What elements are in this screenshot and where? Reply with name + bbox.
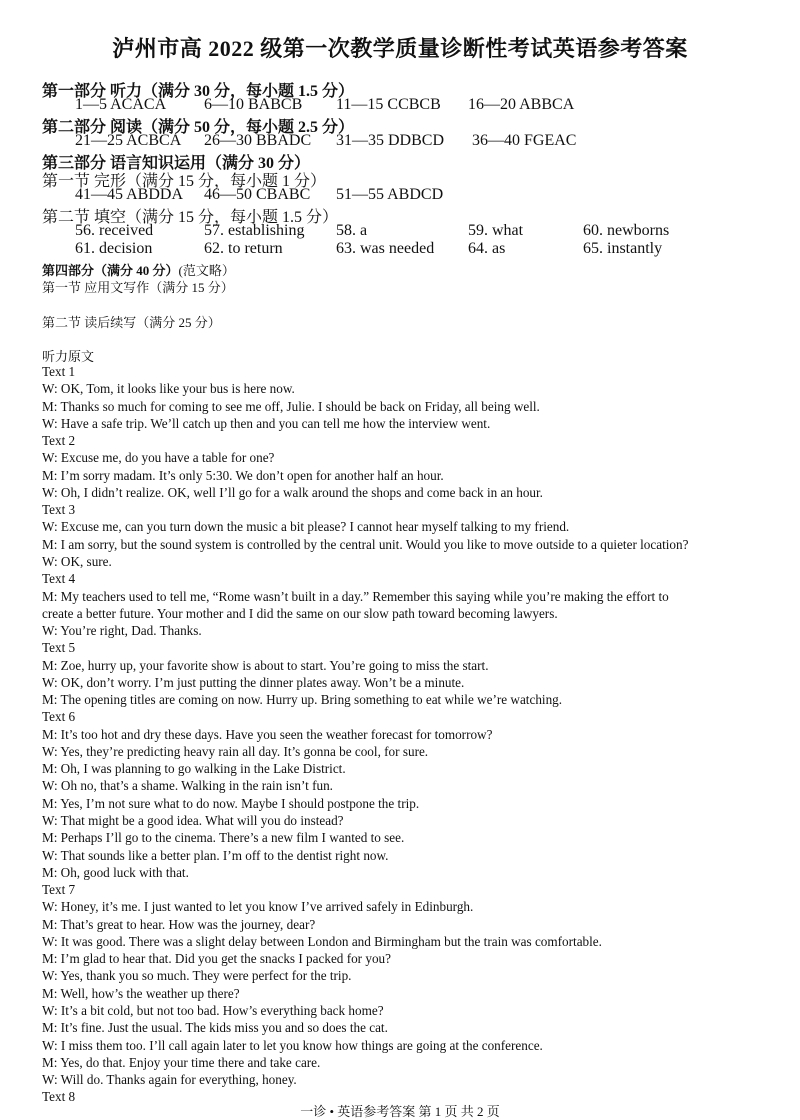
transcript-line: M: Yes, do that. Enjoy your time there and take care.	[42, 1054, 321, 1070]
answer-group: 41—45 ABDDA	[75, 186, 184, 203]
transcript-line: W: Yes, they’re predicting heavy rain all day. It’s gonna be cool, for sure.	[42, 743, 429, 759]
part3-section2-heading: 第二节 填空（满分 15 分，每小题 1.5 分）	[42, 209, 339, 226]
transcript-line: W: That sounds like a better plan. I’m off to the dentist right now.	[42, 847, 389, 863]
page-footer: 一诊 • 英语参考答案 第 1 页 共 2 页	[300, 1104, 500, 1119]
transcript-line: M: I am sorry, but the sound system is controlled by the central unit. Would you like to move outside to a quieter location?	[42, 536, 689, 552]
answer-group: 31—35 DDBCD	[336, 132, 445, 149]
transcript-text-label: Text 6	[42, 709, 76, 725]
fill-answer: 57. establishing	[204, 222, 305, 239]
fill-answer: 56. received	[75, 222, 154, 239]
fill-answer: 60. newborns	[583, 222, 670, 239]
transcript-line: W: It’s a bit cold, but not too bad. How’s everything back home?	[42, 1002, 384, 1018]
transcript-line: W: Have a safe trip. We’ll catch up then and you can tell me how the interview went.	[42, 415, 491, 431]
transcript-line: W: You’re right, Dad. Thanks.	[42, 623, 202, 639]
transcript-line: M: Well, how’s the weather up there?	[42, 985, 240, 1001]
transcript-line: M: That’s great to hear. How was the journey, dear?	[42, 916, 316, 932]
part4-section1: 第一节 应用文写作（满分 15 分）	[42, 280, 234, 295]
transcript-line: W: Excuse me, can you turn down the music a bit please? I cannot hear myself talking to my friend.	[42, 519, 570, 535]
answer-group: 11—15 CCBCB	[336, 96, 441, 113]
transcript-line: M: Thanks so much for coming to see me off, Julie. I should be back on Friday, all being well.	[42, 398, 540, 414]
answer-group: 1—5 ACACA	[75, 96, 167, 113]
transcript-line: W: Will do. Thanks again for everything, honey.	[42, 1072, 297, 1088]
transcript-line: W: OK, don’t worry. I’m just putting the dinner plates away. Won’t be a minute.	[42, 674, 465, 690]
transcript-line: W: Excuse me, do you have a table for one?	[42, 450, 275, 466]
part4-heading-note: (范文略）	[178, 263, 235, 278]
fill-answer: 61. decision	[75, 240, 153, 257]
answer-group: 46—50 CBABC	[204, 186, 311, 203]
part1-heading: 第一部分 听力（满分 30 分，每小题 1.5 分）	[42, 83, 355, 100]
transcript-line: W: It was good. There was a slight delay between London and Birmingham but the train was comfortable.	[42, 933, 602, 949]
fill-answer: 63. was needed	[336, 240, 435, 257]
transcript-line: W: I miss them too. I’ll call again later to let you know how things are going at the conference.	[42, 1037, 543, 1053]
part3-heading: 第三部分 语言知识运用（满分 30 分）	[42, 155, 311, 172]
page-title: 泸州市高 2022 级第一次教学质量诊断性考试英语参考答案	[112, 36, 688, 61]
answer-group: 51—55 ABDCD	[336, 186, 444, 203]
part4-heading-bold: 第四部分（满分 40 分）	[42, 263, 179, 278]
transcript-text-label: Text 7	[42, 882, 76, 898]
transcript-line: W: Oh, I didn’t realize. OK, well I’ll go for a walk around the shops and come back in an hour.	[42, 484, 543, 500]
transcript-line: M: I’m sorry madam. It’s only 5:30. We don’t open for another half an hour.	[42, 467, 444, 483]
transcript-line: M: Perhaps I’ll go to the cinema. There’s a new film I wanted to see.	[42, 830, 405, 846]
transcript-heading: 听力原文	[42, 349, 95, 364]
transcript-line: W: Oh no, that’s a shame. Walking in the rain isn’t fun.	[42, 778, 333, 794]
fill-answer: 58. a	[336, 222, 368, 239]
transcript-line: create a better future. Your mother and I did the same on our slow path toward becoming lawyers.	[42, 605, 558, 621]
fill-answer: 59. what	[468, 222, 524, 239]
fill-answer: 62. to return	[204, 240, 283, 257]
part3-section1-heading: 第一节 完形（满分 15 分，每小题 1 分）	[42, 173, 327, 190]
transcript-line: W: Yes, thank you so much. They were perfect for the trip.	[42, 968, 352, 984]
transcript-line: W: OK, sure.	[42, 553, 112, 569]
part2-heading: 第二部分 阅读（满分 50 分，每小题 2.5 分）	[42, 119, 355, 136]
answer-group: 21—25 ACBCA	[75, 132, 182, 149]
transcript-line: W: That might be a good idea. What will you do instead?	[42, 813, 344, 829]
transcript-line: M: Zoe, hurry up, your favorite show is about to start. You’re going to miss the start.	[42, 657, 489, 673]
answer-group: 36—40 FGEAC	[472, 132, 577, 149]
transcript-line: M: My teachers used to tell me, “Rome wasn’t built in a day.” Remember this saying while you’re making the effort to	[42, 588, 669, 604]
answer-group: 26—30 BBADC	[204, 132, 312, 149]
transcript-line: M: It’s too hot and dry these days. Have you seen the weather forecast for tomorrow?	[42, 726, 493, 742]
part4-section2: 第二节 读后续写（满分 25 分）	[42, 315, 221, 330]
transcript-line: W: Honey, it’s me. I just wanted to let you know I’ve arrived safely in Edinburgh.	[42, 899, 474, 915]
transcript-text-label: Text 5	[42, 640, 76, 656]
transcript-line: M: Oh, good luck with that.	[42, 864, 189, 880]
transcript-text-label: Text 2	[42, 433, 76, 449]
transcript-line: M: The opening titles are coming on now. Hurry up. Bring something to eat while we’re watching.	[42, 692, 563, 708]
transcript-text-label: Text 4	[42, 571, 76, 587]
transcript-line: M: Yes, I’m not sure what to do now. Maybe I should postpone the trip.	[42, 795, 420, 811]
transcript-line: M: It’s fine. Just the usual. The kids miss you and so does the cat.	[42, 1020, 388, 1036]
transcript-text-label: Text 8	[42, 1089, 76, 1105]
transcript-line: M: I’m glad to hear that. Did you get the snacks I packed for you?	[42, 951, 391, 967]
transcript-text-label: Text 3	[42, 502, 76, 518]
transcript-text-label: Text 1	[42, 364, 76, 379]
answer-group: 16—20 ABBCA	[468, 96, 575, 113]
transcript-line: M: Oh, I was planning to go walking in the Lake District.	[42, 761, 346, 777]
answer-group: 6—10 BABCB	[204, 96, 303, 113]
fill-answer: 65. instantly	[583, 240, 663, 257]
transcript-line: W: OK, Tom, it looks like your bus is here now.	[42, 381, 295, 397]
fill-answer: 64. as	[468, 240, 506, 257]
